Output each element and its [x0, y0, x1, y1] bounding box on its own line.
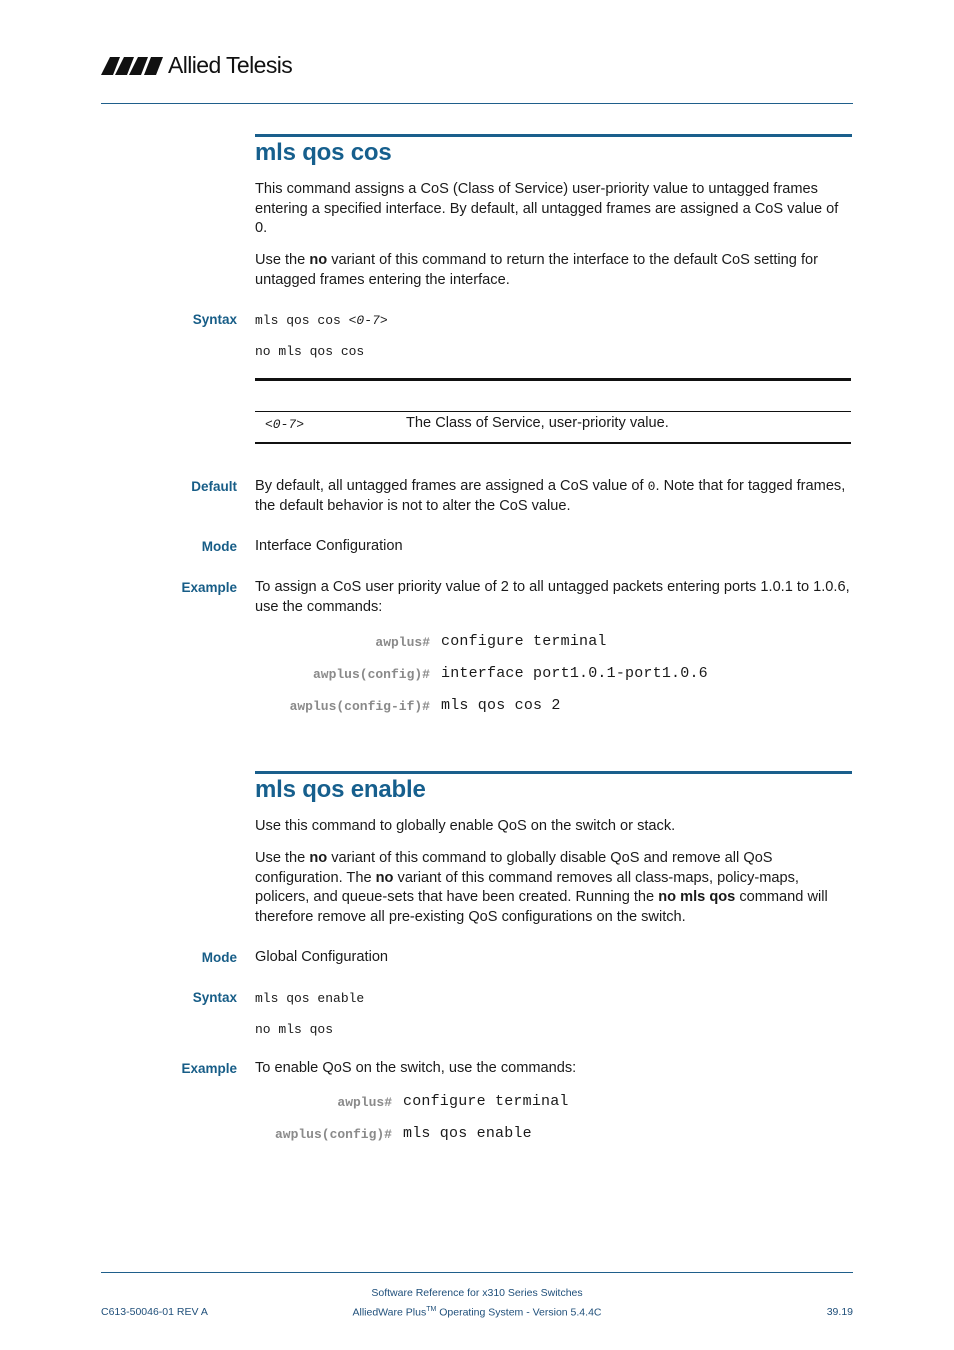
cli-prompt: awplus(config-if)# [289, 699, 430, 714]
syntax-label: Syntax [192, 990, 237, 1005]
example-paragraph: To assign a CoS user priority value of 2 to all untagged packets entering ports 1.0.1 to 1.0.6, use the commands: [255, 579, 850, 615]
footer-subtitle: AlliedWare Plus™ Operating System - Version 5.4.4C [352, 1306, 602, 1319]
footer-rule [101, 1272, 853, 1273]
syntax-line-no: no mls qos [255, 1022, 334, 1037]
no-variant-paragraph: Use the no variant of this command to return the interface to the default CoS setting for untagged frames entering the interface. [255, 252, 818, 288]
example-paragraph: To enable QoS on the switch, use the commands: [255, 1060, 577, 1076]
mode-label: Mode [201, 539, 237, 554]
logo-text: Allied Telesis [168, 51, 293, 78]
intro-paragraph: Use this command to globally enable QoS on the switch or stack. [255, 818, 676, 834]
allied-telesis-logo [101, 50, 292, 80]
footer-title: Software Reference for x310 Series Switches [371, 1287, 583, 1299]
section-rule [255, 771, 852, 774]
cli-command: configure terminal [441, 633, 607, 650]
param-cell: <0-7> [265, 417, 305, 432]
table-bottom-rule [255, 442, 851, 444]
intro-paragraph: This command assigns a CoS (Class of Service) user-priority value to untagged frames entering a specified interface. By default, all untagged frames are assigned a CoS value of 0. [255, 181, 839, 236]
table-top-rule [255, 378, 851, 381]
syntax-line: mls qos enable [255, 991, 365, 1006]
example-label: Example [181, 1061, 237, 1076]
syntax-line-no: no mls qos cos [255, 344, 365, 359]
syntax-line: mls qos cos <0-7> [255, 313, 388, 328]
mode-text: Global Configuration [255, 949, 389, 965]
default-paragraph: By default, all untagged frames are assigned a CoS value of 0. Note that for tagged frames, the default behavior is not to alter the CoS value. [255, 478, 846, 514]
section-rule [255, 134, 852, 137]
no-variant-paragraph: Use the no variant of this command to globally disable QoS and remove all QoS configuration. The no variant of this command removes all class-maps, policy-maps, policers, and queue-sets that have been created. Running the no mls qos command will therefore remove all pre-existing QoS configurations on the switch. [255, 850, 828, 925]
syntax-label: Syntax [192, 312, 237, 327]
header-rule [101, 103, 853, 104]
cli-command: interface port1.0.1-port1.0.6 [441, 665, 708, 682]
mode-label: Mode [201, 950, 237, 965]
cli-command: mls qos enable [403, 1125, 532, 1142]
cli-prompt: awplus# [375, 635, 430, 650]
table-header-rule [255, 411, 851, 412]
cli-prompt: awplus(config)# [274, 1127, 392, 1142]
mode-text: Interface Configuration [255, 538, 403, 554]
default-label: Default [191, 479, 237, 494]
example-label: Example [181, 580, 237, 595]
cli-prompt: awplus# [337, 1095, 392, 1110]
cli-prompt: awplus(config)# [312, 667, 430, 682]
cli-command: configure terminal [403, 1093, 569, 1110]
footer-page-number: 39.19 [826, 1306, 853, 1318]
param-description-cell: The Class of Service, user-priority value. [406, 415, 669, 431]
cli-command: mls qos cos 2 [441, 697, 561, 714]
allied-telesis-logo-icon [101, 54, 163, 76]
footer-doc-id: C613-50046-01 REV A [101, 1306, 208, 1318]
section-title: mls qos cos [255, 139, 392, 166]
section-title: mls qos enable [255, 776, 426, 803]
